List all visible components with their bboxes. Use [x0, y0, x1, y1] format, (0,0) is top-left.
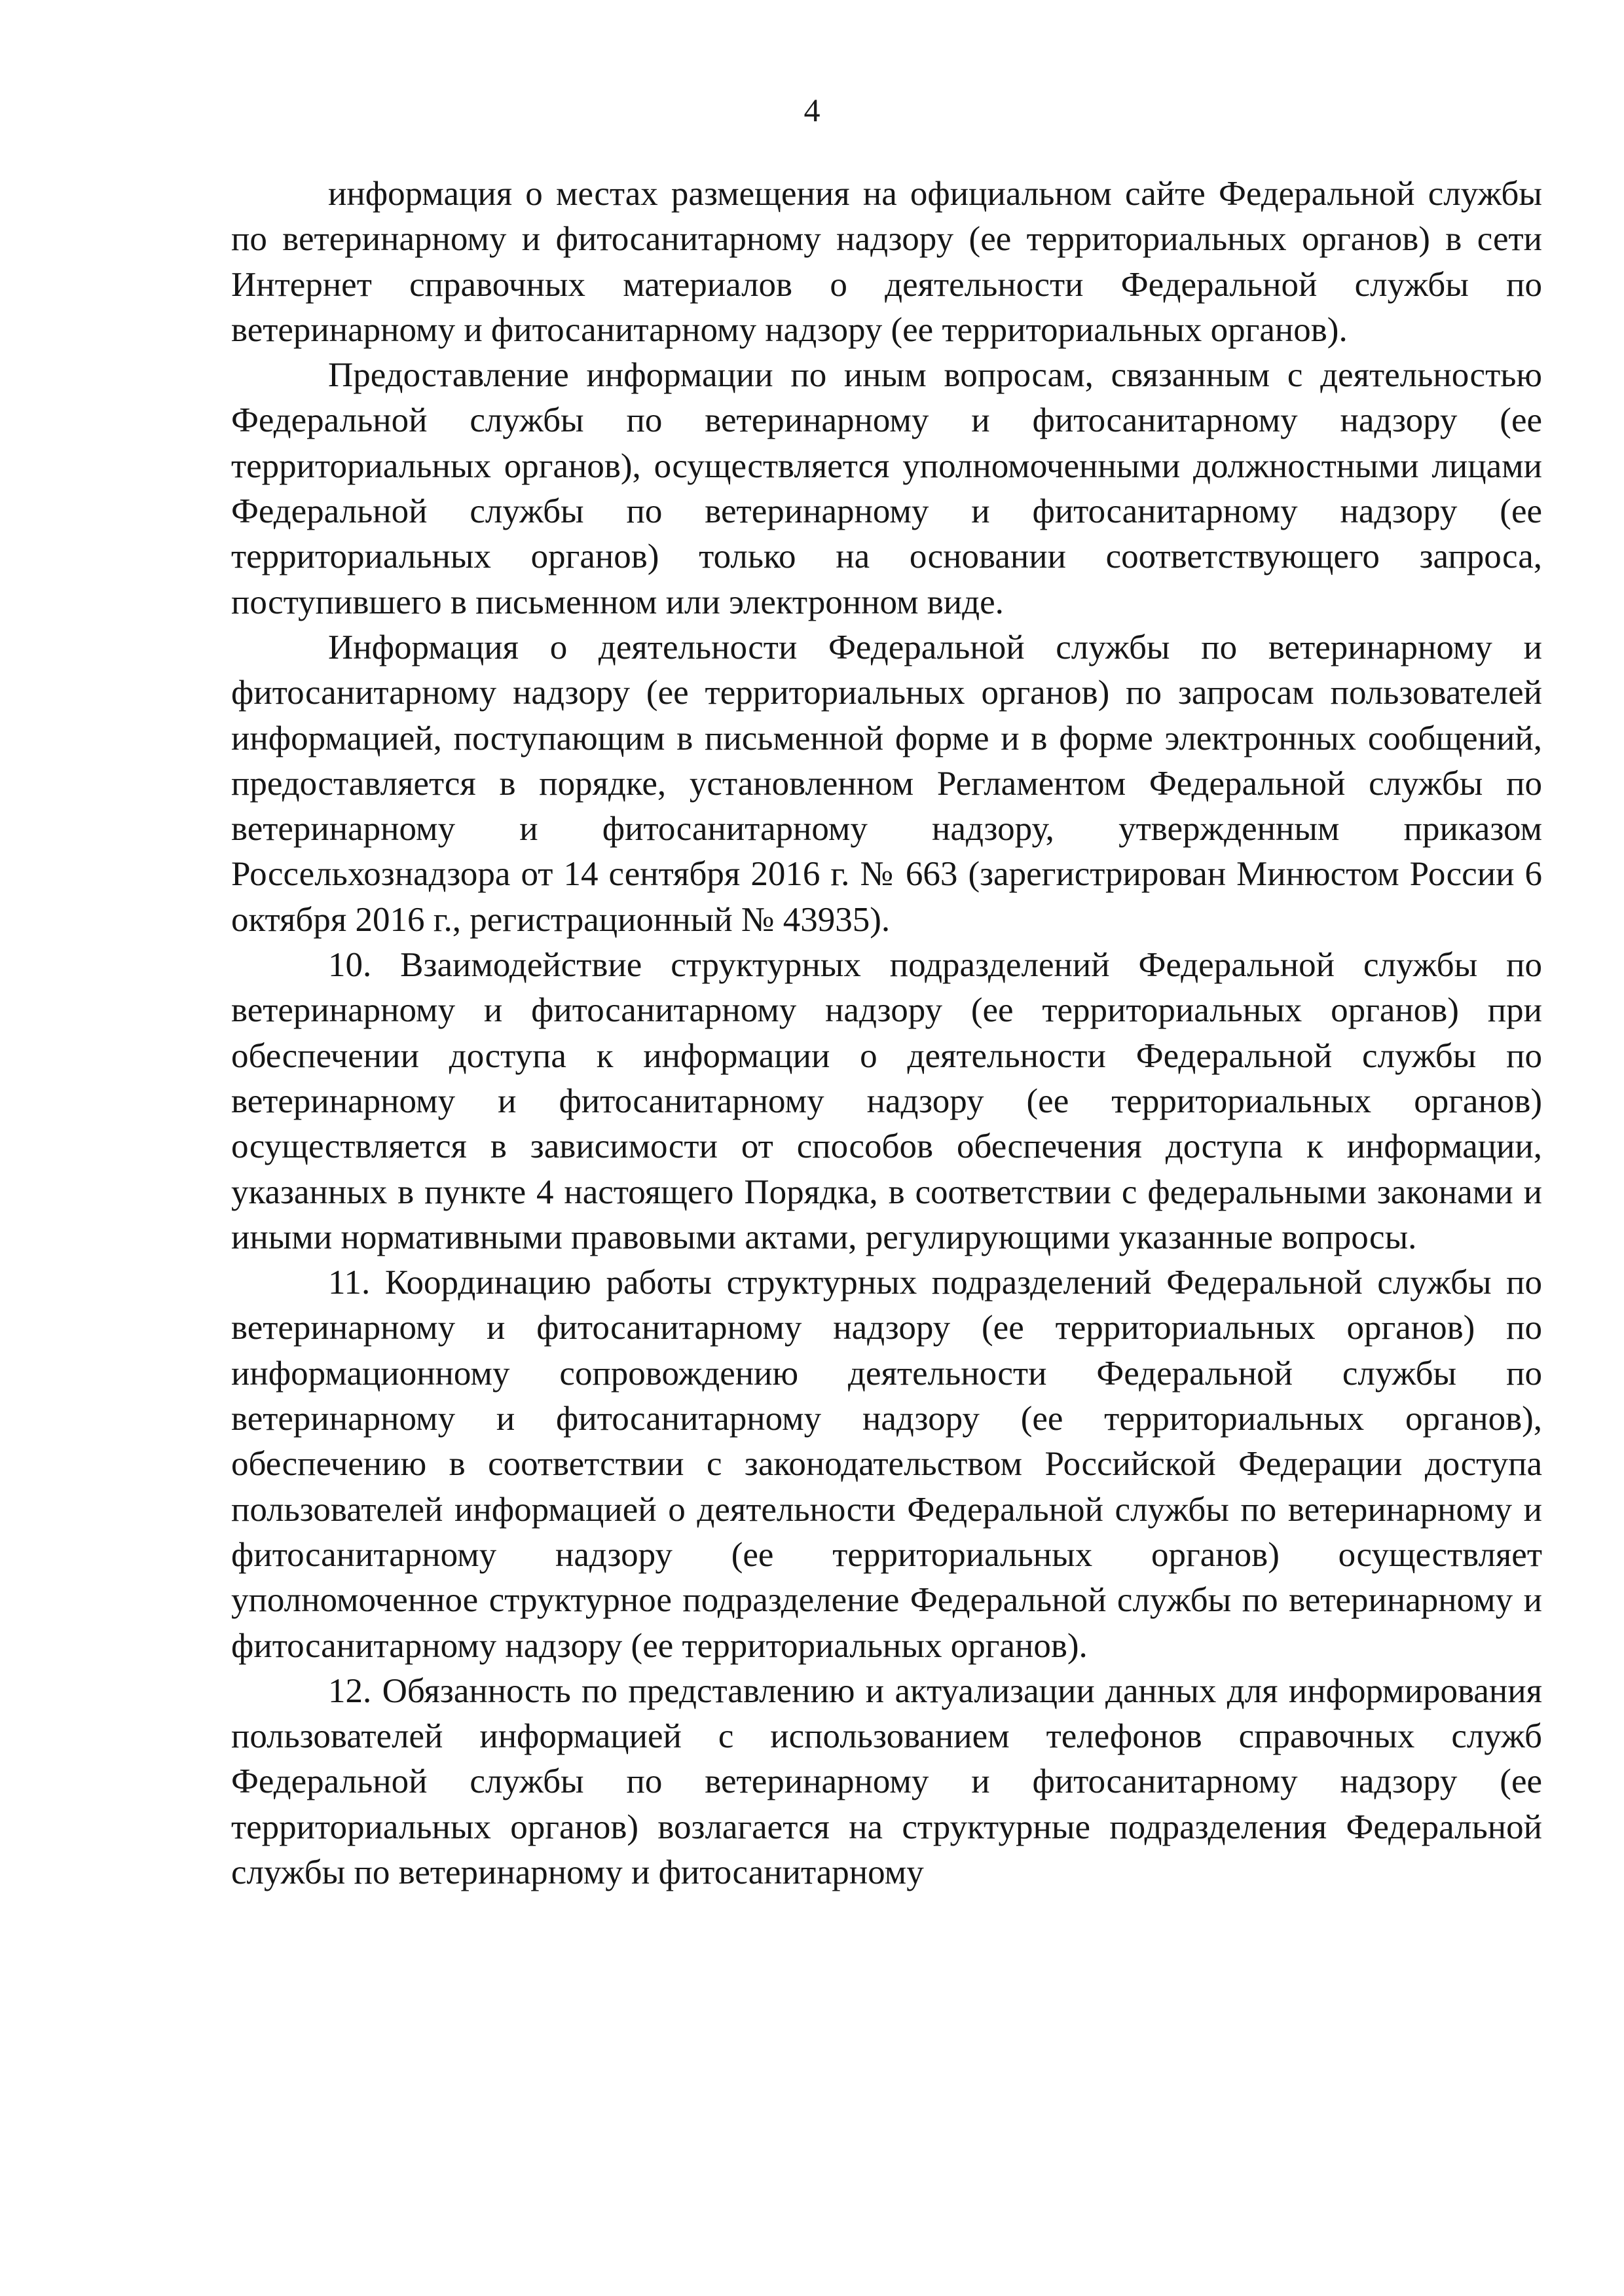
page-number: 4 [803, 92, 821, 128]
paragraph-item-11: 11. Координацию работы структурных подразделений Федеральной службы по ветеринарному и фитосанитарному надзору (ее территориальных органов) по информационному сопровождению деятельности Федеральной службы по ветеринарному и фитосанитарному надзору (ее территориальных органов), обеспечению в соответствии с законодательством Российской Федерации доступа пользователей информацией о деятельности Федеральной службы по ветеринарному и фитосанитарному надзору (ее территориальных органов) осуществляет уполномоченное структурное подразделение Федеральной службы по ветеринарному и фитосанитарному надзору (ее территориальных органов). [231, 1264, 1542, 1665]
paragraph-other-questions: Предоставление информации по иным вопросам, связанным с деятельностью Федеральной службы по ветеринарному и фитосанитарному надзору (ее территориальных органов), осуществляется уполномоченными должностными лицами Федеральной службы по ветеринарному и фитосанитарному надзору (ее территориальных органов) только на основании соответствующего запроса, поступившего в письменном или электронном виде. [231, 356, 1542, 621]
paragraph-continuation: информация о местах размещения на официальном сайте Федеральной службы по ветеринарному и фитосанитарному надзору (ее территориальных органов) в сети Интернет справочных материалов о деятельности Федеральной службы по ветеринарному и фитосанитарному надзору (ее территориальных органов). [231, 175, 1542, 349]
paragraph-requests: Информация о деятельности Федеральной службы по ветеринарному и фитосанитарному надзору (ее территориальных органов) по запросам пользователей информацией, поступающим в письменной форме и в форме электронных сообщений, предоставляется в порядке, установленном Регламентом Федеральной службы по ветеринарному и фитосанитарному надзору, утвержденным приказом Россельхознадзора от 14 сентября 2016 г. № 663 (зарегистрирован Минюстом России 6 октября 2016 г., регистрационный № 43935). [231, 628, 1542, 939]
paragraph-item-10: 10. Взаимодействие структурных подразделений Федеральной службы по ветеринарному и фитосанитарному надзору (ее территориальных органов) при обеспечении доступа к информации о деятельности Федеральной службы по ветеринарному и фитосанитарному надзору (ее территориальных органов) осуществляется в зависимости от способов обеспечения доступа к информации, указанных в пункте 4 настоящего Порядка, в соответствии с федеральными законами и иными нормативными правовыми актами, регулирующими указанные вопросы. [231, 946, 1542, 1256]
document-body [231, 172, 1542, 1895]
paragraph-item-12: 12. Обязанность по представлению и актуализации данных для информирования пользователей информацией с использованием телефонов справочных служб Федеральной службы по ветеринарному и фитосанитарному надзору (ее территориальных органов) возлагается на структурные подразделения Федеральной службы по ветеринарному и фитосанитарному [231, 1671, 1542, 1891]
